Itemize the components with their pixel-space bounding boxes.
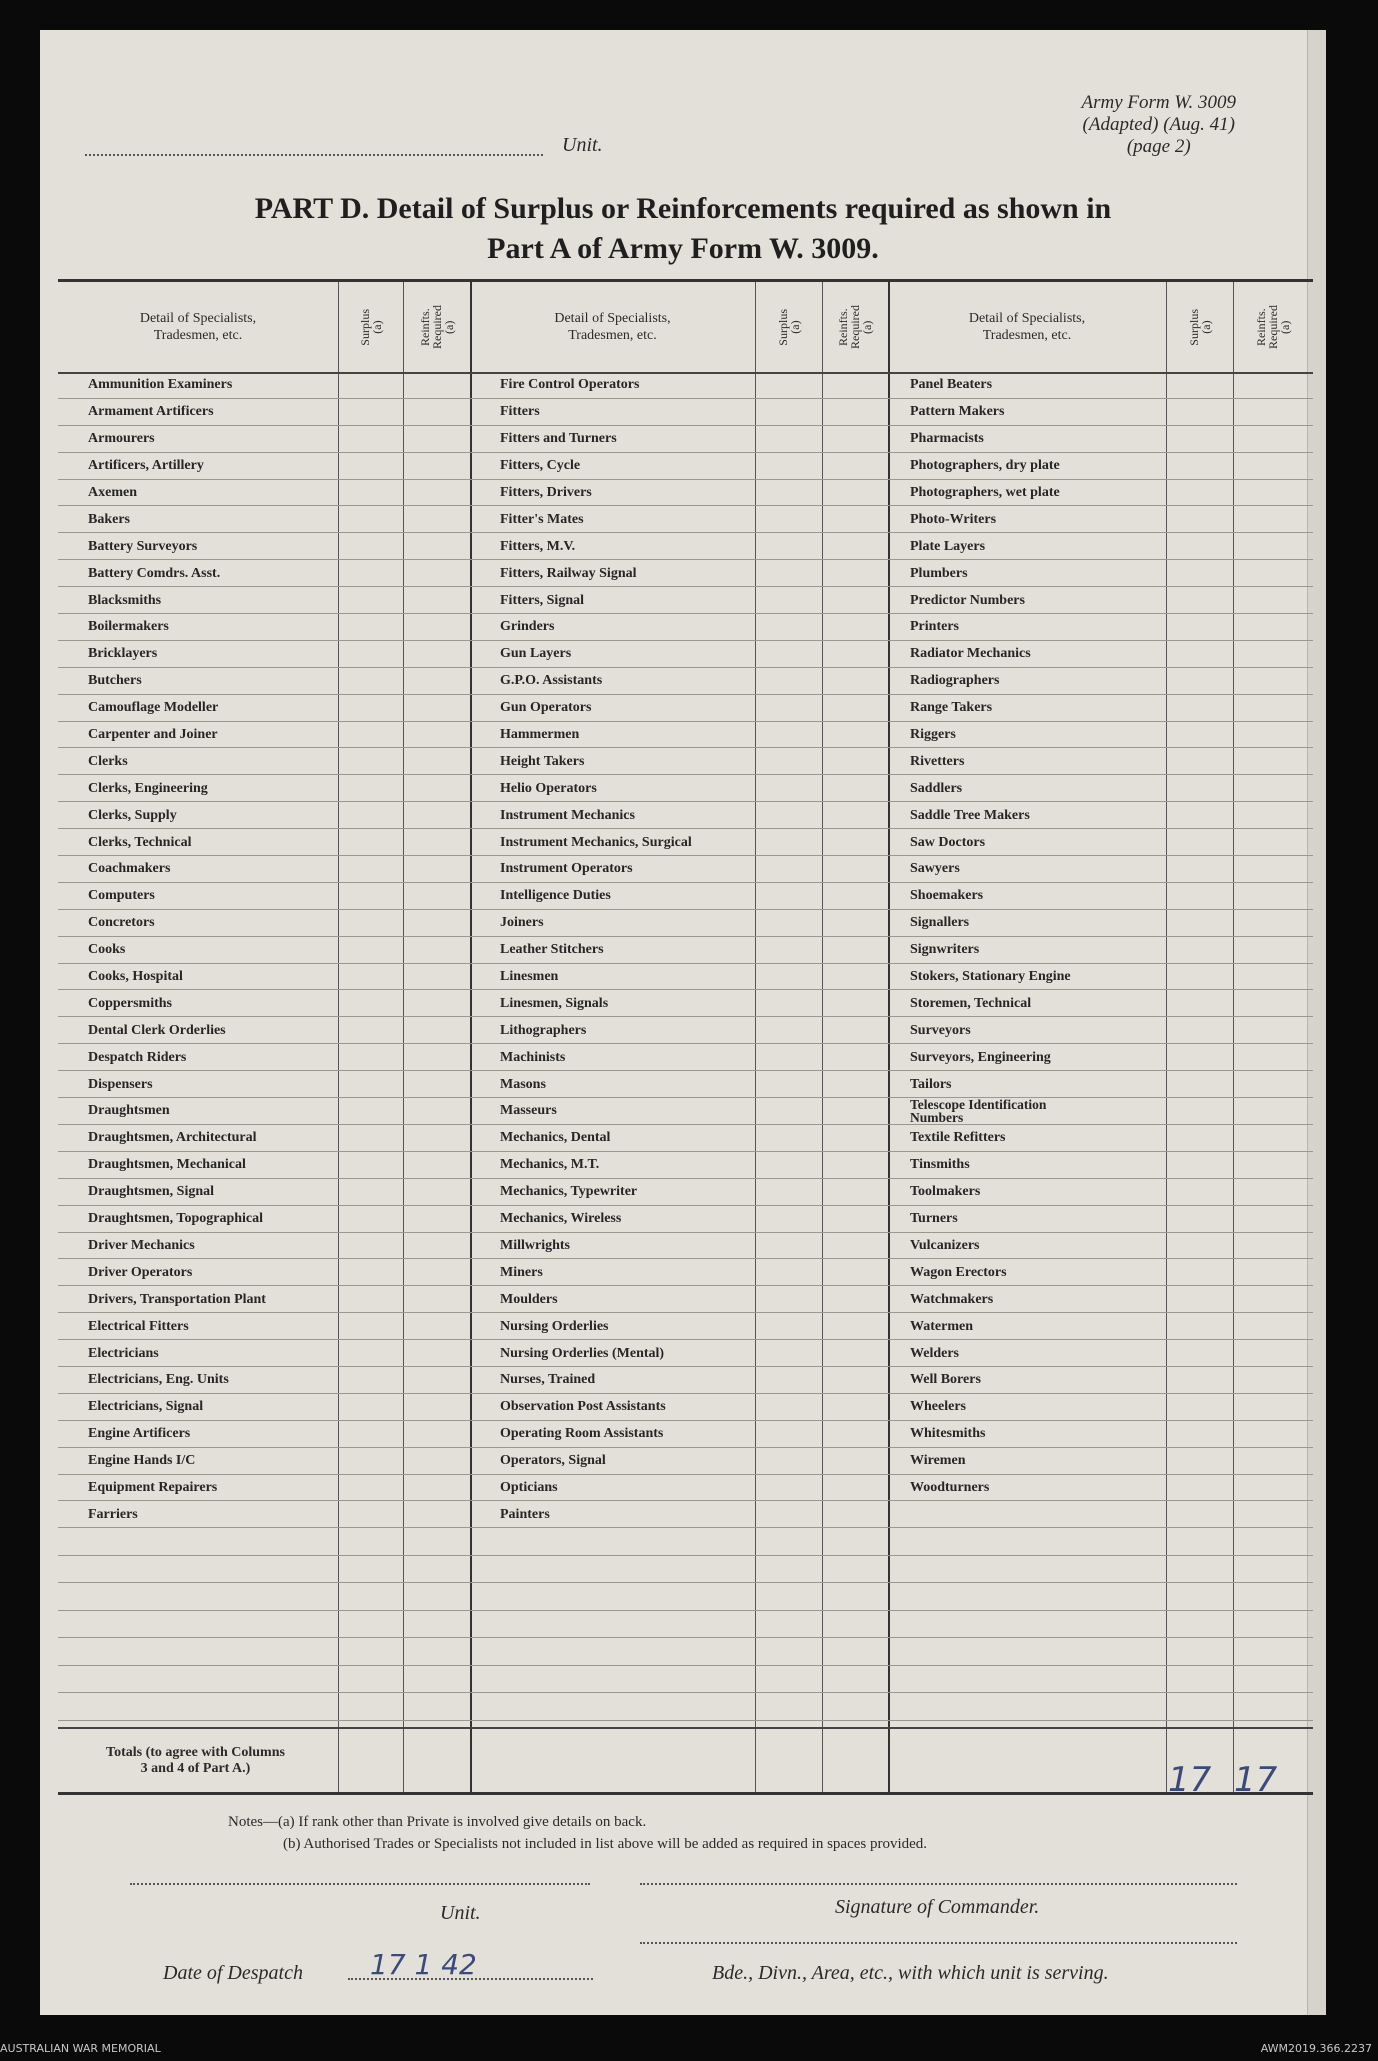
table-row: [58, 722, 1313, 749]
table-row: [58, 1125, 1313, 1152]
trade-name: G.P.O. Assistants: [500, 673, 603, 689]
trade-name: Gun Layers: [500, 646, 572, 662]
trade-name: Draughtsmen, Architectural: [88, 1130, 257, 1146]
form-ref-line: (page 2): [1126, 136, 1191, 157]
trade-name: Despatch Riders: [88, 1049, 187, 1065]
table-row: [58, 883, 1313, 910]
trade-name: Storemen, Technical: [910, 995, 1032, 1011]
trade-name: Photographers, wet plate: [910, 485, 1060, 500]
trade-name: Computers: [88, 888, 155, 904]
table-row: [58, 1071, 1313, 1098]
total-surplus-value: 17: [1168, 1760, 1212, 1800]
trade-name: Stokers, Stationary Engine: [910, 969, 1071, 985]
trade-name: Predictor Numbers: [910, 592, 1025, 608]
archive-credit: AUSTRALIAN WAR MEMORIAL: [0, 2042, 161, 2055]
header-reinfts: Reinfts. Required (a): [836, 305, 874, 349]
trade-name: Electrical Fitters: [88, 1318, 189, 1334]
trade-name: Pharmacists: [910, 431, 984, 447]
form-page: [40, 30, 1326, 2015]
trade-name: Whitesmiths: [910, 1426, 986, 1442]
commander-sign-line: [640, 1883, 1237, 1885]
trade-name: Operators, Signal: [500, 1453, 606, 1469]
trade-name: Nursing Orderlies (Mental): [500, 1345, 665, 1361]
trade-name: Electricians, Eng. Units: [88, 1372, 229, 1388]
blank-row: [58, 1666, 1313, 1694]
table-row: [58, 1475, 1313, 1502]
trade-name: Fitters, Railway Signal: [500, 565, 637, 581]
trade-name: Radiographers: [910, 673, 1000, 689]
trade-name: Fitters and Turners: [500, 431, 617, 447]
blank-row: [58, 1583, 1313, 1611]
trade-name: Armament Artificers: [88, 404, 214, 420]
trade-name: Height Takers: [500, 753, 585, 769]
trade-name: Bricklayers: [88, 646, 158, 662]
trade-name: Bakers: [88, 511, 130, 527]
form-ref-line: Army Form W. 3009: [1081, 92, 1236, 113]
trade-name: Equipment Repairers: [88, 1479, 218, 1495]
trade-name: Electricians: [88, 1345, 159, 1361]
table-row: [58, 1152, 1313, 1179]
trade-name: Pattern Makers: [910, 404, 1005, 420]
page-title: PART D. Detail of Surplus or Reinforcements required as shown in: [254, 192, 1112, 225]
note-b: (b) Authorised Trades or Specialists not included in list above will be added as required in spaces provided.: [283, 1836, 928, 1852]
trade-name: Electricians, Signal: [88, 1399, 204, 1415]
trade-name: Fitter's Mates: [500, 511, 584, 527]
trade-name: Masons: [500, 1076, 546, 1092]
table-row: [58, 1421, 1313, 1448]
table-header: [58, 282, 1313, 374]
table-row: [58, 426, 1313, 453]
specialists-table: [58, 279, 1313, 1795]
trade-name: Battery Comdrs. Asst.: [88, 565, 221, 581]
unit-sign-line: [130, 1883, 590, 1885]
trade-name: Opticians: [500, 1479, 558, 1495]
blank-row: [58, 1693, 1313, 1721]
trade-name: Signallers: [910, 915, 970, 931]
blank-row: [58, 1638, 1313, 1666]
header-detail: Detail of Specialists, Tradesmen, etc.: [554, 311, 671, 343]
trade-name: Clerks, Supply: [88, 807, 177, 823]
table-row: [58, 399, 1313, 426]
trade-name: Photo-Writers: [910, 511, 997, 527]
header-reinfts: Reinfts. Required (a): [417, 305, 456, 349]
trade-name: Engine Hands I/C: [88, 1453, 196, 1469]
unit-sign-label: Unit.: [440, 1902, 481, 1924]
trade-name: Painters: [500, 1506, 550, 1522]
trade-name: Ammunition Examiners: [88, 377, 233, 393]
trade-name: Mechanics, M.T.: [500, 1157, 600, 1173]
table-row: [58, 1448, 1313, 1475]
trade-name: Boilermakers: [88, 619, 169, 635]
trade-name: Printers: [910, 619, 959, 635]
trade-name: Operating Room Assistants: [500, 1426, 664, 1442]
table-row: [58, 668, 1313, 695]
trade-name: Surveyors: [910, 1022, 971, 1038]
table-row: [58, 775, 1313, 802]
trade-name: Cooks, Hospital: [88, 969, 183, 985]
archive-reference: AWM2019.366.2237: [1260, 2042, 1372, 2055]
trade-name: Tinsmiths: [910, 1157, 970, 1173]
table-row: [58, 910, 1313, 937]
table-row: [58, 1501, 1313, 1528]
table-row: [58, 990, 1313, 1017]
totals-label: Totals (to agree with Columns 3 and 4 of Part A.): [106, 1744, 285, 1776]
trade-name: Cooks: [88, 942, 126, 958]
trade-name: Turners: [910, 1211, 958, 1227]
trade-name: Wagon Erectors: [910, 1264, 1007, 1280]
trade-name: Tailors: [910, 1076, 952, 1092]
trade-name: Welders: [910, 1345, 959, 1361]
trade-name: Camouflage Modeller: [88, 700, 219, 716]
trade-name: Saw Doctors: [910, 834, 986, 850]
trade-name: Fitters: [500, 404, 540, 420]
table-row: [58, 856, 1313, 883]
trade-name: Saddlers: [910, 780, 963, 796]
table-row: [58, 1206, 1313, 1233]
trade-name: Intelligence Duties: [500, 888, 611, 904]
table-row: [58, 1098, 1313, 1125]
trade-name: Lithographers: [500, 1022, 587, 1038]
trade-name: Hammermen: [500, 727, 580, 743]
trade-name: Draughtsmen: [88, 1103, 170, 1119]
table-row: [58, 480, 1313, 507]
trade-name: Rivetters: [910, 753, 965, 769]
header-detail: Detail of Specialists, Tradesmen, etc.: [968, 311, 1086, 343]
trade-name: Drivers, Transportation Plant: [88, 1291, 266, 1307]
trade-name: Fitters, M.V.: [500, 538, 576, 554]
totals-row: [58, 1727, 1313, 1792]
trade-name: Armourers: [88, 431, 155, 447]
trade-name: Instrument Operators: [500, 861, 633, 877]
trade-name: Machinists: [500, 1049, 566, 1065]
trade-name: Joiners: [500, 915, 544, 931]
table-row: [58, 587, 1313, 614]
table-row: [58, 964, 1313, 991]
table-row: [58, 695, 1313, 722]
header-surplus: Surplus (a): [1186, 308, 1213, 346]
header-surplus: Surplus (a): [775, 308, 802, 346]
trade-name: Woodturners: [910, 1479, 990, 1495]
trade-name: Dispensers: [88, 1076, 153, 1092]
table-row: [58, 641, 1313, 668]
trade-name: Signwriters: [910, 942, 980, 958]
header-detail: Detail of Specialists, Tradesmen, etc.: [139, 311, 257, 343]
trade-name: Fitters, Signal: [500, 592, 584, 608]
trade-name: Butchers: [88, 673, 142, 689]
trade-name: Draughtsmen, Mechanical: [88, 1157, 246, 1173]
trade-name: Fitters, Cycle: [500, 458, 581, 474]
row-rule: [58, 1720, 1313, 1721]
trade-name: Axemen: [88, 485, 137, 500]
trade-name: Miners: [500, 1264, 543, 1280]
unit-label: Unit.: [562, 134, 603, 156]
trade-name: Masseurs: [500, 1103, 557, 1119]
page-title-line2: Part A of Army Form W. 3009.: [487, 232, 879, 265]
trade-name: Artificers, Artillery: [88, 458, 204, 474]
trade-name: Watchmakers: [910, 1291, 994, 1307]
form-ref-line: (Adapted) (Aug. 41): [1082, 114, 1235, 135]
trade-name: Mechanics, Typewriter: [500, 1184, 638, 1200]
trade-name: Plumbers: [910, 565, 968, 581]
table-row: [58, 748, 1313, 775]
table-row: [58, 533, 1313, 560]
trade-name: Sawyers: [910, 861, 960, 877]
table-row: [58, 829, 1313, 856]
trade-name: Fitters, Drivers: [500, 485, 592, 500]
trade-name: Concretors: [88, 915, 155, 931]
trade-name: Mechanics, Wireless: [500, 1211, 622, 1227]
trade-name: Wiremen: [910, 1453, 966, 1469]
trade-name: Telescope Identification Numbers: [910, 1097, 1047, 1126]
table-row: [58, 1017, 1313, 1044]
commander-sign-label: Signature of Commander.: [835, 1896, 1040, 1918]
table-row: [58, 937, 1313, 964]
trade-name: Farriers: [88, 1506, 138, 1522]
table-row: [58, 506, 1313, 533]
trade-name: Clerks, Technical: [88, 834, 192, 850]
trade-name: Dental Clerk Orderlies: [88, 1022, 226, 1038]
trade-name: Driver Operators: [88, 1264, 193, 1280]
trade-name: Coppersmiths: [88, 995, 173, 1011]
trade-name: Clerks, Engineering: [88, 780, 208, 796]
trade-name: Observation Post Assistants: [500, 1399, 666, 1415]
trade-name: Linesmen, Signals: [500, 995, 609, 1011]
blank-row: [58, 1528, 1313, 1556]
trade-name: Blacksmiths: [88, 592, 162, 608]
table-row: [58, 1313, 1313, 1340]
table-row: [58, 372, 1313, 399]
unit-dotted-line: [85, 134, 543, 156]
table-row: [58, 802, 1313, 829]
trade-name: Shoemakers: [910, 888, 984, 904]
trade-name: Plate Layers: [910, 538, 986, 554]
trade-name: Carpenter and Joiner: [88, 727, 218, 743]
date-despatch-value: 17 1 42: [370, 1948, 477, 1981]
trade-name: Engine Artificers: [88, 1426, 191, 1442]
trade-name: Riggers: [910, 727, 956, 743]
trade-name: Draughtsmen, Signal: [88, 1184, 215, 1200]
trade-name: Panel Beaters: [910, 377, 993, 393]
table-row: [58, 1286, 1313, 1313]
trade-name: Draughtsmen, Topographical: [88, 1211, 264, 1227]
blank-row: [58, 1611, 1313, 1639]
bde-sign-line: [640, 1942, 1237, 1944]
trade-name: Saddle Tree Makers: [910, 807, 1030, 823]
trade-name: Toolmakers: [910, 1184, 981, 1200]
trade-name: Millwrights: [500, 1237, 570, 1253]
date-despatch-label: Date of Despatch: [163, 1962, 303, 1984]
table-row: [58, 1044, 1313, 1071]
trade-name: Instrument Mechanics, Surgical: [500, 834, 692, 850]
trade-name: Grinders: [500, 619, 555, 635]
trade-name: Helio Operators: [500, 780, 597, 796]
bde-label: Bde., Divn., Area, etc., with which unit is serving.: [712, 1962, 1109, 1984]
table-row: [58, 1259, 1313, 1286]
trade-name: Fire Control Operators: [500, 377, 640, 393]
table-body: [58, 372, 1313, 1721]
table-row: [58, 1394, 1313, 1421]
header-surplus: Surplus (a): [357, 308, 384, 346]
table-row: [58, 1367, 1313, 1394]
trade-name: Radiator Mechanics: [910, 646, 1031, 662]
trade-name: Mechanics, Dental: [500, 1130, 611, 1146]
table-row: [58, 614, 1313, 641]
table-row: [58, 453, 1313, 480]
trade-name: Photographers, dry plate: [910, 458, 1060, 474]
trade-name: Well Borers: [910, 1372, 981, 1388]
trade-name: Leather Stitchers: [500, 942, 604, 958]
table-row: [58, 560, 1313, 587]
trade-name: Battery Surveyors: [88, 538, 198, 554]
trade-name: Linesmen: [500, 969, 559, 985]
trade-name: Textile Refitters: [910, 1130, 1006, 1146]
trade-name: Watermen: [910, 1318, 973, 1334]
trade-name: Driver Mechanics: [88, 1237, 195, 1253]
trade-name: Moulders: [500, 1291, 558, 1307]
trade-name: Surveyors, Engineering: [910, 1049, 1051, 1065]
note-a: Notes—(a) If rank other than Private is involved give details on back.: [228, 1814, 647, 1830]
trade-name: Range Takers: [910, 700, 993, 716]
trade-name: Nurses, Trained: [500, 1372, 596, 1388]
form-reference: [1082, 92, 1236, 158]
trade-name: Instrument Mechanics: [500, 807, 635, 823]
trade-name: Coachmakers: [88, 861, 171, 877]
table-row: [58, 1179, 1313, 1206]
total-reinfts-value: 17: [1234, 1760, 1278, 1800]
header-reinfts: Reinfts. Required (a): [1254, 305, 1292, 349]
trade-name: Clerks: [88, 753, 128, 769]
blank-row: [58, 1556, 1313, 1584]
trade-name: Wheelers: [910, 1399, 966, 1415]
trade-name: Vulcanizers: [910, 1237, 980, 1253]
trade-name: Nursing Orderlies: [500, 1318, 609, 1334]
table-row: [58, 1233, 1313, 1260]
table-row: [58, 1340, 1313, 1367]
trade-name: Gun Operators: [500, 700, 592, 716]
